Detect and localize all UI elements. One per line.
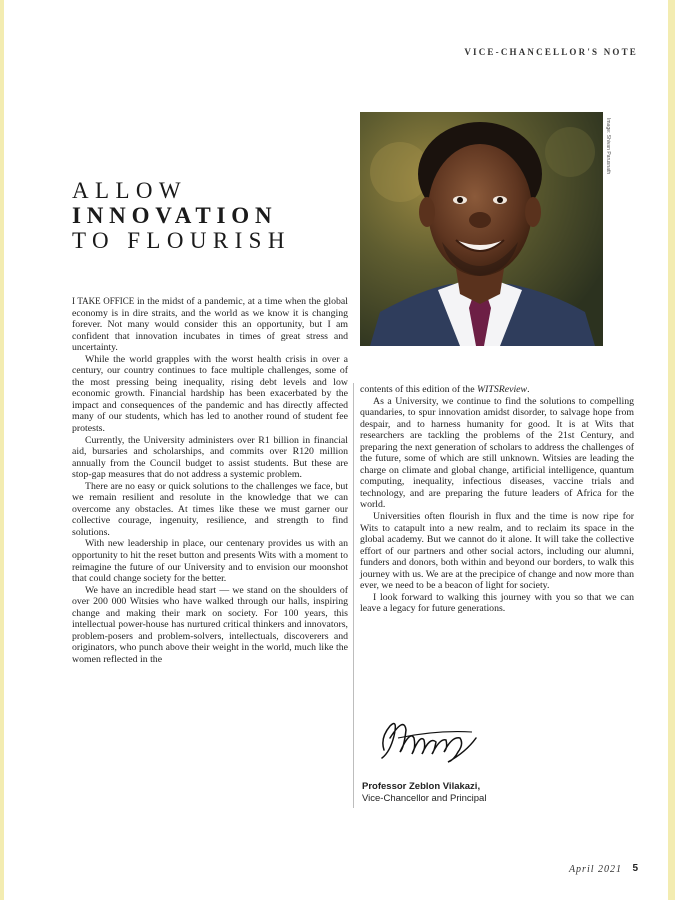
signatory-title: Vice-Chancellor and Principal (362, 793, 487, 804)
paragraph-1-text: in the midst of a pandemic, at a time when the global economy is in dire straits, and the world as we know it is changing forever. Not many would consider this an opportunity, but I am confident that innovation incubates in times of great stress and uncertainty. (72, 296, 348, 354)
title-line-3: TO FLOURISH (72, 228, 291, 253)
issue-date: April 2021 (568, 864, 622, 875)
handwritten-signature (376, 708, 486, 766)
left-column (72, 296, 348, 666)
paragraph-8: As a University, we continue to find the solutions to compelling quandaries, to spur innovation amidst disorder, to salvage hope from despair, and to harness humanity for good. It is at Wits that researchers are tackling the problems of the 21st Century, and preparing the next generation of scholars to address the challenges of the future, some of which are still unknown. Witsies are leading the charge on climate and global change, artificial intelligence, quantum computing, inequality, infectious diseases, vaccine trials and technology, and are preparing the future leaders of Africa for the world. (360, 395, 634, 511)
article-title (72, 178, 342, 253)
portrait-photo (360, 112, 603, 346)
portrait-illustration (360, 112, 603, 346)
title-line-1: ALLOW (72, 178, 188, 203)
right-column (360, 384, 634, 615)
magazine-page (4, 0, 668, 900)
paragraph-5: With new leadership in place, our centenary provides us with an opportunity to hit the reset button and presents Wits with a moment to reimagine the future of our University and to envision our moonshot that could change society for the better. (72, 538, 348, 585)
title-line-2: INNOVATION (72, 203, 278, 228)
paragraph-2: While the world grapples with the worst health crisis in over a century, our country continues to face multiple challenges, some of the most pressing being inequality, rising debt levels and low economic growth. Financial hardship has been exacerbated by the impact and consequences of the pandemic and has directly affected many of our students, which has led to another round of student fee protests. (72, 353, 348, 435)
paragraph-3: Currently, the University administers over R1 billion in financial aid, bursaries and scholarships, and commits over R120 million annually from the Council budget to assist students. But these are stop-gap measures that do not address a systemic problem. (72, 434, 348, 481)
paragraph-4: There are no easy or quick solutions to the challenges we face, but we remain resilient and resolute in the knowledge that we can overcome any obstacles. At times like these we must garner our collective courage, ingenuity, resilience, and strength to find solutions. (72, 480, 348, 538)
paragraph-7-text: contents of this edition of the (360, 384, 477, 395)
photo-credit: Image: Shivan Parusnath (605, 118, 611, 175)
paragraph-1 (72, 296, 348, 354)
paragraph-6: We have an incredible head start — we stand on the shoulders of over 200 000 Witsies who have walked through our halls, inspiring change and making their mark on society. For 100 years, this intellectual power-house has nurtured critical thinkers and innovators, problem-posers and problem-solvers, intellectuals, discoverers and originators, who punch above their weight in the world, much like the women reflected in the (72, 584, 348, 665)
signatory-name: Professor Zeblon Vilakazi, (362, 781, 481, 792)
paragraph-7-end: . (527, 384, 530, 395)
page-number: 5 (632, 863, 638, 874)
paragraph-10: I look forward to walking this journey with you so that we can leave a legacy for future generations. (360, 591, 634, 615)
paragraph-9: Universities often flourish in flux and the time is now ripe for Wits to catapult into a new realm, and to reclaim its space in the global academy. But we cannot do it alone. It will take the collective effort of our partners and other social actors, including our alumni, funders and donors, both within and beyond our borders, to walk this journey with us. We are at the precipice of change and now more than ever, we need to be a beacon of light for society. (360, 511, 634, 592)
magazine-name: WITSReview (477, 384, 528, 395)
paragraph-7 (360, 384, 634, 396)
lead-in: I TAKE OFFICE (72, 296, 135, 306)
column-divider (353, 383, 354, 808)
section-label: VICE-CHANCELLOR'S NOTE (464, 47, 638, 57)
